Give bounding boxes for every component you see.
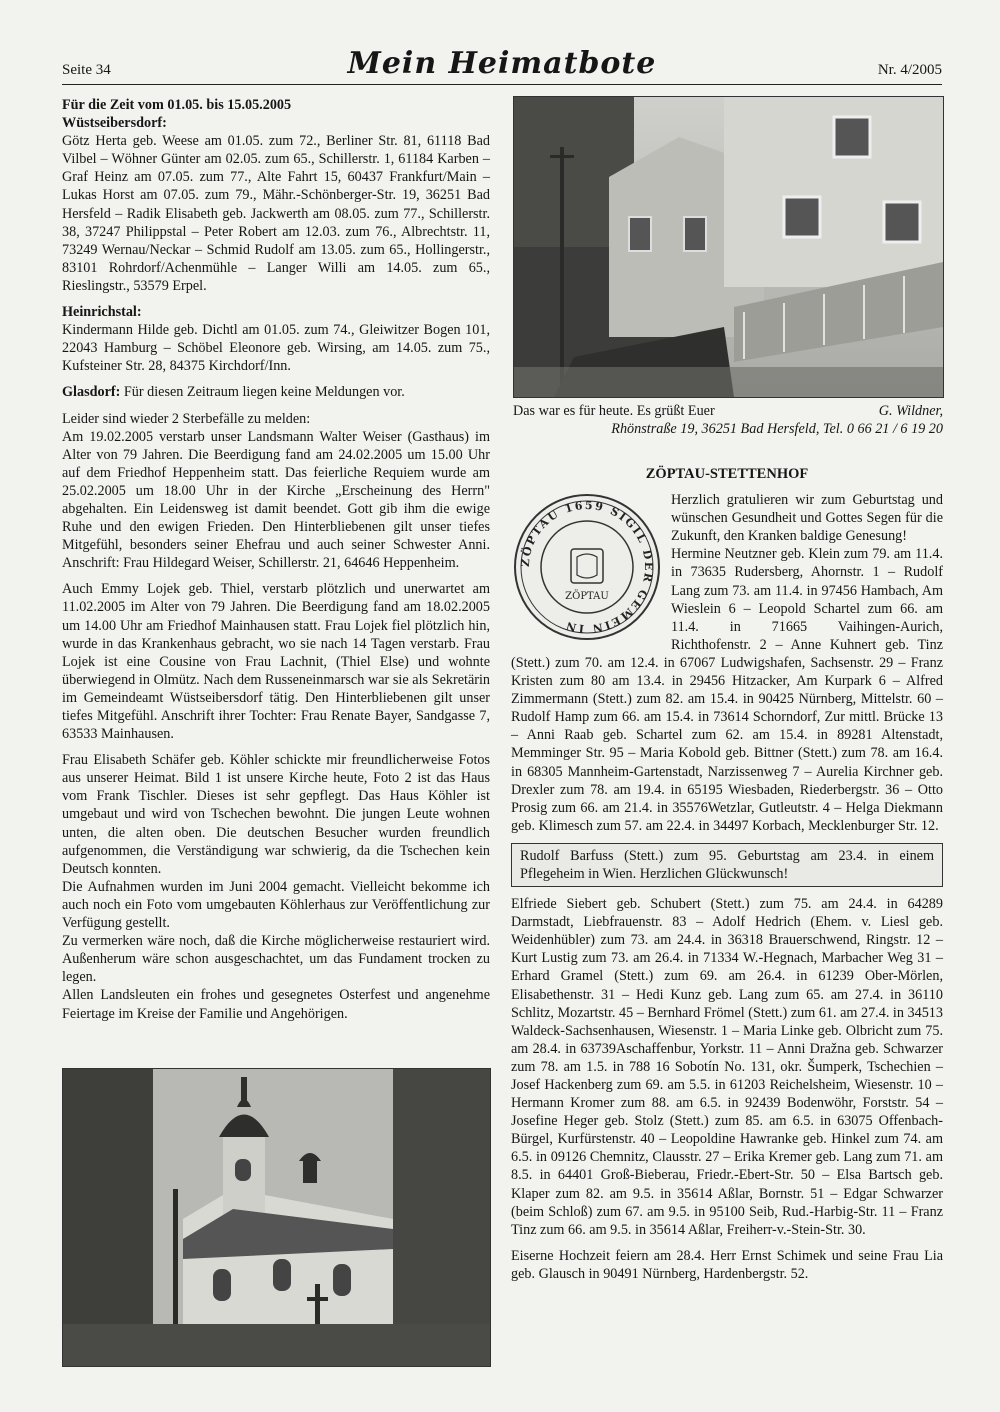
issue-number: Nr. 4/2005 [877, 62, 942, 78]
right-column [511, 465, 943, 1291]
birthday-list-2: Elfriede Siebert geb. Schubert (Stett.) zum 75. am 24.4. in 64289 Darmstadt, Liebfrauenstr. 83 – Adolf Hedrich (Ehem. v. Liesl geb. Weidenhübler) zum 73. am 24.4. in 36318 Brauerschwend, Ringstr. 12 – Kurt Lustig zum 73. am 26.4. in 71334 W.-Hegnach, Marbacher Weg 31 – Erhard Gramel (Stett.) zum 69. am 26.4. in 61239 Ober-Mörlen, Elisabethenstr. 31 – Hedi Kunz geb. Lang zum 65. am 27.4. in 36110 Schlitz, Mozartstr. 45 – Bernhard Frömel (Stett.) zum 61. am 27.4. in 34513 Waldeck-Sachsenhausen, Wiesenstr. 1 – Maria Linke geb. Olbricht zum 75. am 28.4. in 63739Aschaffenbur, Yorkstr. 11 – Anni Dražna geb. Schwarzer zum 78. am 1.5. in 788 16 Sobotín No. 131, okr. Šumperk, Tschechien – Josef Hackenberg zum 69. am 5.5. in 61203 Reichelsheim, Wiesenstr. 10 – Hermann Kromer zum 88. am 6.5. in 92439 Bodenwöhr, Forststr. 54 – Josefine Heger geb. Stolz (Stett.) zum 85. am 6.5. in 63075 Offenbach-Bürgel, Kurfürstenstr. 40 – Leopoldine Hawranke geb. Hinkel zum 74. am 6.5. in 09126 Chemnitz, Clausstr. 27 – Erika Kremer geb. Lang zum 71. am 8.5. in 64401 Groß-Bieberau, Friedr.-Ebert-Str. 50 – Elsa Bartsch geb. Klaper zum 82. am 9.5. in 35614 Aßlar, Bornstr. 51 – Edgar Schwarzer (beim Schloß) zum 67. am 9.5. in 95100 Seib, Rud.-Harbig-Str. 11 – Franz Tinz zum 66. am 9.5. in 35614 Aßlar, Freiherr-v.-Stein-Str. 30. [511, 896, 943, 1238]
house-photo [513, 96, 944, 398]
newspaper-title: Mein Heimatbote [347, 46, 657, 81]
heinrichstal-birthdays: Kindermann Hilde geb. Dichtl am 01.05. zum 74., Gleiwitzer Bogen 101, 22043 Hamburg – Schöbel Eleonore geb. Wirsing, am 14.05. zum 75., Kufsteiner Str. 28, 84375 Kirchdorf/Inn. [62, 322, 490, 375]
photos-paragraph-2: Die Aufnahmen wurden im Juni 2004 gemacht. Vielleicht bekomme ich auch noch ein Foto vom umgebauten Köhlerhaus zur Veröffentlichung zur Verfügung gestellt. [62, 878, 490, 932]
obituary-weiser: Am 19.02.2005 verstarb unser Landsmann Walter Weiser (Gasthaus) im Alter von 79 Jahren. Die Beerdigung fand am 24.02.2005 um 15.00 Uhr auf dem Friedhof Heppenheim statt. Das feierliche Requiem wurde am 25.02.2005 um 18.00 Uhr in der Kirche „Erscheinung des Herrn" abgehalten. Ein Leidensweg ist damit beendet. Gott gib ihm die ewige Ruhe und den ewigen Frieden. Den Hinterbliebenen gilt unser tiefes Mitgefühl, besonders seiner Ehefrau und auch seiner Schwester Anni. Anschrift: Frau Hildegard Weiser, Schillerstr. 21, 64646 Heppenheim. [62, 428, 490, 572]
photos-paragraph-1: Frau Elisabeth Schäfer geb. Köhler schickte mir freundlicherweise Fotos aus unserer Heimat. Bild 1 ist unsere Kirche heute, Foto 2 ist das Haus vom Frank Tischler. Dieses ist sehr gepflegt. Das Haus Köhler ist umgebaut und wird von Tschechen bewohnt. Die jungen Leute wohnen unten, die alten oben. Die deutschen Besucher wurden freundlich aufgenommen, die Verständigung war schwierig, da die Tschechen kein Deutsch konnten. [62, 752, 490, 877]
deaths-intro: Leider sind wieder 2 Sterbefälle zu melden: [62, 410, 311, 427]
glasdorf-paragraph [62, 383, 490, 401]
photos-paragraph-3: Zu vermerken wäre noch, daß die Kirche möglicherweise restauriert wird. Außenherum wäre schon ausgeschachtet, um das Fundament trocken zu legen. [62, 933, 490, 986]
period-heading: Für die Zeit vom 01.05. bis 15.05.2005 [62, 97, 292, 113]
header-rule [62, 84, 942, 85]
page-number: Seite 34 [62, 62, 111, 78]
iron-wedding: Eiserne Hochzeit feiern am 28.4. Herr Ernst Schimek und seine Frau Lia geb. Glausch in 90491 Nürnberg, Hardenbergstr. 52. [511, 1247, 943, 1282]
municipal-seal [511, 491, 663, 643]
closing-greeting: Das war es für heute. Es grüßt Euer [513, 403, 715, 419]
seal-inner-text: ZÖPTAU [565, 591, 609, 603]
section-title: ZÖPTAU-STETTENHOF [645, 466, 809, 482]
glasdorf-heading: Glasdorf: [62, 384, 121, 401]
left-column [62, 96, 490, 1023]
church-photo [62, 1068, 491, 1367]
author-address: Rhönstraße 19, 36251 Bad Hersfeld, Tel. 0 66 21 / 6 19 20 [611, 421, 943, 437]
seal-outer-text: ZÖPTAU 1659 SIGIL DER GEMEIN IN [518, 498, 656, 636]
glasdorf-text: Für diesen Zeitraum liegen keine Meldungen vor. [123, 384, 405, 401]
obituary-lojek: Auch Emmy Lojek geb. Thiel, verstarb plötzlich und unerwartet am 11.02.2005 im Alter von 79 Jahren. Die Beerdigung fand am 18.02.2005 um 14.00 Uhr am Friedhof Mainhausen statt. Frau Lojek fiel plötzlich hin, wurde in das Krankenhaus gebracht, wo sie nach 14 Tagen verstarb. Frau Lojek ist eine Cousine von Frau Lachnit, (Thiel Else) und wohnte überwiegend in Olmütz. Nach dem Russeneinmarsch war sie als Sekretärin im Gemeindeamt Wüstseibersdorf tätig. Den Hinterbliebenen gilt unser tiefes Mitgefühl. Anschrift ihrer Tochter: Frau Renate Bayer, Sandgasse 7, 63533 Mainhausen. [62, 581, 490, 743]
photos-paragraph-4: Allen Landsleuten ein frohes und gesegnetes Osterfest und angenehme Feiertage im Kreise der Familie und Angehörigen. [62, 987, 490, 1022]
author-name: G. Wildner, [878, 403, 943, 419]
page-header [62, 46, 942, 86]
wuestseibersdorf-heading: Wüstseibersdorf: [62, 115, 167, 132]
wuestseibersdorf-birthdays: Götz Herta geb. Weese am 01.05. zum 72., Berliner Str. 81, 61118 Bad Vilbel – Wöhner Günter am 02.05. zum 65., Schillerstr. 1, 61184 Karben – Graf Heinz am 07.05. zum 77., Alte Fahrt 15, 60437 Frankfurt/Main – Lukas Horst am 07.05. zum 79., Mähr.-Schönberger-Str. 19, 36251 Bad Hersfeld – Radik Elisabeth geb. Jackwerth am 08.05. zum 77., Schillerstr. 38, 37247 Philippstal – Peter Robert am 12.03. zum 76., Albrechtstr. 11, 73249 Wernau/Neckar – Schmid Rudolf am 13.05. zum 65., Hollingerstr., 83101 Rohrdorf/Achenmühle – Langer Willi am 14.05. zum 65., Rieslingstr., 53579 Erpel. [62, 133, 490, 294]
church-illustration [63, 1069, 490, 1366]
closing-caption [513, 402, 943, 438]
birthday-list-1: Hermine Neutzner geb. Klein zum 79. am 11.4. in 73635 Rudersberg, Ahornstr. 1 – Rudolf Lang zum 73. am 11.4. in 97456 Hambach, Am Wieslein 6 – Leopold Schartel zum 66. am 11.4. in 71665 Vaihingen-Aurich, Richthofenstr. 2 – Anne Kuhnert geb. Tinz (Stett.) zum 70. am 12.4. in 67067 Ludwigshafen, Sachsenstr. 29 – Franz Kristen zum 80 am 13.4. in 29456 Hitzacker, Am Kurpark 6 – Alfred Zimmermann (Stett.) zum 82. am 15.4. in 90425 Nürnberg, Mittelstr. 60 – Rudolf Hamp zum 66. am 15.4. in 73614 Schorndorf, Zur mittl. Brücke 13 – Anni Raab geb. Schartel zum 62. am 15.4. in 89281 Altenstadt, Memminger Str. 95 – Maria Kobold geb. Bittner (Stett.) zum 78. am 16.4. in 68305 Mannheim-Gartenstadt, Narzissenweg 7 – Aurelia Kirchner geb. Drexler zum 78. am 19.4. in 65195 Wiesbaden, Riederbergstr. 36 – Otto Prosig zum 66. am 21.4. in 35576Wetzlar, Gutleutstr. 4 – Helga Diekmann geb. Klimesch zum 57. am 22.4. in 34497 Korbach, Mecklenburger Str. 12. [511, 546, 943, 834]
heinrichstal-heading: Heinrichstal: [62, 304, 142, 321]
seal-icon [511, 491, 663, 643]
greeting-text: Herzlich gratulieren wir zum Geburtstag und wünschen Gesundheit und Gottes Segen für die Zukunft, den Kranken baldige Genesung! [671, 492, 943, 545]
highlight-box: Rudolf Barfuss (Stett.) zum 95. Geburtstag am 23.4. in einem Pflegeheim in Wien. Herzlichen Glückwunsch! [511, 843, 943, 887]
house-illustration [514, 97, 943, 397]
